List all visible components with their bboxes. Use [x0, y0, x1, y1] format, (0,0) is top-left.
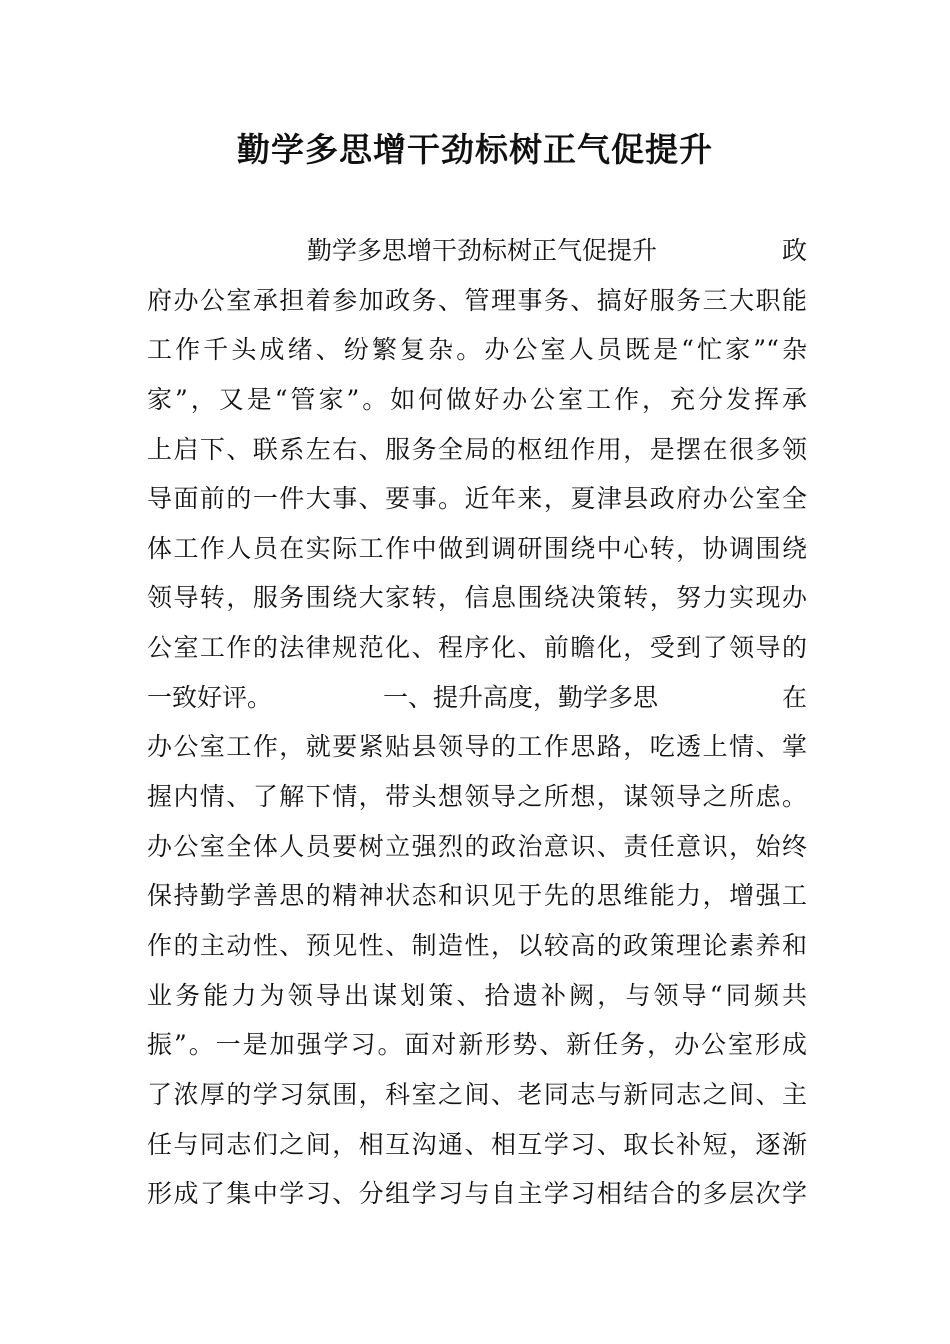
- text-line: [147, 673, 807, 723]
- text-line: 了浓厚的学习氛围，科室之间、老同志与新同志之间、主: [147, 1079, 807, 1109]
- line-tail: 在: [781, 682, 807, 712]
- section-heading: 一、提升高度，勤学多思: [383, 682, 659, 712]
- text-line: 振”。一是加强学习。面对新形势、新任务，办公室形成: [147, 1030, 807, 1060]
- text-line: 上启下、联系左右、服务全局的枢纽作用，是摆在很多领: [147, 434, 807, 464]
- text-line: 保持勤学善思的精神状态和识见于先的思维能力，增强工: [147, 881, 807, 911]
- text-line: 作的主动性、预见性、制造性，以较高的政策理论素养和: [147, 930, 807, 960]
- text-line: 府办公室承担着参加政务、管理事务、搞好服务三大职能: [147, 285, 807, 315]
- text-line: 体工作人员在实际工作中做到调研围绕中心转，协调围绕: [147, 533, 807, 563]
- text-line: 办公室工作，就要紧贴县领导的工作思路，吃透上情、掌: [147, 732, 807, 762]
- line-head: 一致好评。: [147, 682, 273, 712]
- text-line: 形成了集中学习、分组学习与自主学习相结合的多层次学: [147, 1179, 807, 1209]
- text-line: 业务能力为领导出谋划策、拾遗补阙，与领导“同频共: [147, 980, 807, 1010]
- text-line: 导面前的一件大事、要事。近年来，夏津县政府办公室全: [147, 484, 807, 514]
- text-line: 公室工作的法律规范化、程序化、前瞻化，受到了领导的: [147, 633, 807, 663]
- text-line: 办公室全体人员要树立强烈的政治意识、责任意识，始终: [147, 831, 807, 861]
- text-line: 握内情、了解下情，带头想领导之所想，谋领导之所虑。: [147, 782, 807, 812]
- text-line: 工作千头成绪、纷繁复杂。办公室人员既是“忙家”“杂: [147, 335, 807, 365]
- line-tail: 政: [781, 236, 807, 265]
- document-body: [147, 226, 807, 1219]
- text-line: [147, 226, 807, 276]
- text-line: 家”，又是“管家”。如何做好办公室工作，充分发挥承: [147, 384, 807, 414]
- inline-heading: 勤学多思增干劲标树正气促提升: [307, 236, 658, 265]
- text-line: 任与同志们之间，相互沟通、相互学习、取长补短，逐渐: [147, 1129, 807, 1159]
- text-line: 领导转，服务围绕大家转，信息围绕决策转，努力实现办: [147, 583, 807, 613]
- document-title: 勤学多思增干劲标树正气促提升: [237, 130, 713, 169]
